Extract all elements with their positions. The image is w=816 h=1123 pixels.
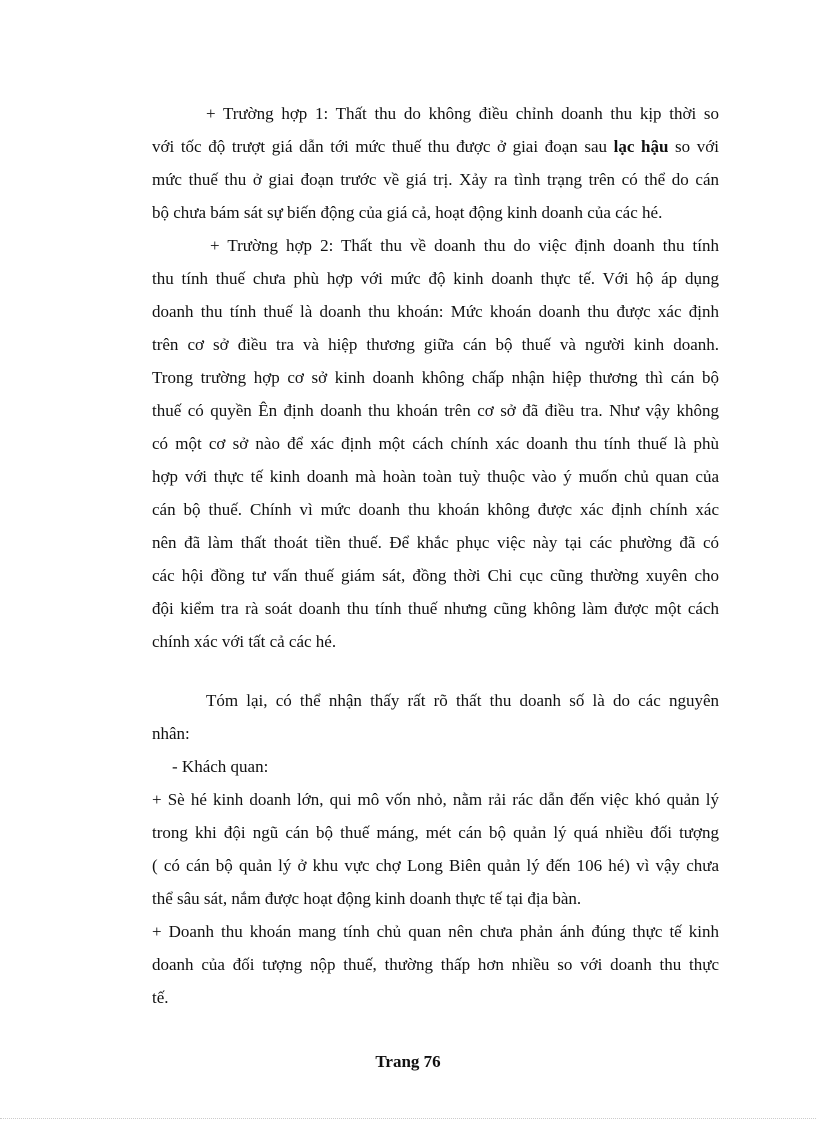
text-run: bộ chưa bám sát sự biến động của giá cả, hoạt động kinh doanh của các hé. bbox=[152, 203, 663, 222]
paragraph-2-line-12: đội kiểm tra rà soát doanh thu tính thuế nhưng cũng không làm được một cách bbox=[152, 599, 719, 618]
paragraph-2-line-5: Trong trường hợp cơ sở kinh doanh không chấp nhận hiệp thương thì cán bộ bbox=[152, 368, 719, 387]
text-run: + Trường hợp 1: Thất thu do không điều chỉnh doanh thu kịp thời so bbox=[206, 104, 719, 123]
paragraph-2-line-13: chính xác với tất cả các hé. bbox=[152, 632, 337, 651]
text-run: mức thuế thu ở giai đoạn trước về giá trị. Xảy ra tình trạng trên có thể do cán bbox=[152, 170, 719, 189]
paragraph-5-line-1: + Doanh thu khoán mang tính chủ quan nên chưa phản ánh đúng thực tế kinh bbox=[152, 922, 719, 941]
paragraph-1-line-2 bbox=[152, 136, 719, 158]
paragraph-5-line-2: doanh của đối tượng nộp thuế, thường thấp hơn nhiều so với doanh thu thực bbox=[152, 955, 719, 974]
paragraph-3-line-1: Tóm lại, có thể nhận thấy rất rõ thất thu doanh số là do các nguyên bbox=[206, 691, 719, 710]
paragraph-2-line-1: + Trường hợp 2: Thất thu về doanh thu do việc định doanh thu tính bbox=[210, 236, 719, 255]
paragraph-2-line-9: cán bộ thuế. Chính vì mức doanh thu khoán không được xác định chính xác bbox=[152, 500, 719, 519]
paragraph-4-line-1: + Sè hé kinh doanh lớn, qui mô vốn nhỏ, nằm rải rác dẫn đến việc khó quản lý bbox=[152, 790, 719, 809]
paragraph-5-line-3: tế. bbox=[152, 988, 169, 1007]
paragraph-2-line-6: thuế có quyền Ên định doanh thu khoán trên cơ sở đã điều tra. Như vậy không bbox=[152, 401, 719, 420]
paragraph-3-line-2: nhân: bbox=[152, 724, 190, 743]
bullet-khach-quan: - Khách quan: bbox=[172, 757, 269, 776]
paragraph-1-line-3 bbox=[152, 169, 719, 191]
bold-text: lạc hậu bbox=[613, 137, 669, 156]
paragraph-2-line-8: hợp với thực tế kinh doanh mà hoàn toàn tuỳ thuộc vào ý muốn chủ quan của bbox=[152, 467, 719, 486]
paragraph-2-line-2: thu tính thuế chưa phù hợp với mức độ kinh doanh thực tế. Với hộ áp dụng bbox=[152, 269, 719, 288]
paragraph-1-line-1 bbox=[206, 103, 719, 125]
page-number: Trang 76 bbox=[375, 1052, 441, 1071]
text-run: với tốc độ trượt giá dẫn tới mức thuế thu được ở giai đoạn sau bbox=[152, 137, 614, 156]
paragraph-4-line-4: thể sâu sát, nắm được hoạt động kinh doanh thực tế tại địa bàn. bbox=[152, 889, 582, 908]
paragraph-2-line-3: doanh thu tính thuế là doanh thu khoán: Mức khoán doanh thu được xác định bbox=[152, 302, 719, 321]
paragraph-2-line-11: các hội đồng tư vấn thuế giám sát, đồng thời Chi cục cũng thường xuyên cho bbox=[152, 566, 719, 585]
paragraph-2-line-10: nên đã làm thất thoát tiền thuế. Để khắc phục việc này tại các phường đã có bbox=[152, 533, 719, 552]
paragraph-4-line-2: trong khi đội ngũ cán bộ thuế máng, mét cán bộ quản lý quá nhiều đối tượng bbox=[152, 823, 719, 842]
paragraph-4-line-3: ( có cán bộ quản lý ở khu vực chợ Long Biên quản lý đến 106 hé) vì vậy chưa bbox=[152, 856, 719, 875]
paragraph-2-line-7: có một cơ sở nào để xác định một cách chính xác doanh thu tính thuế là phù bbox=[152, 434, 719, 453]
page-edge-divider bbox=[0, 1118, 816, 1119]
paragraph-1-line-4 bbox=[152, 202, 719, 224]
paragraph-2-line-4: trên cơ sở điều tra và hiệp thương giữa cán bộ thuế và người kinh doanh. bbox=[152, 335, 719, 354]
text-run: so với bbox=[668, 137, 719, 156]
